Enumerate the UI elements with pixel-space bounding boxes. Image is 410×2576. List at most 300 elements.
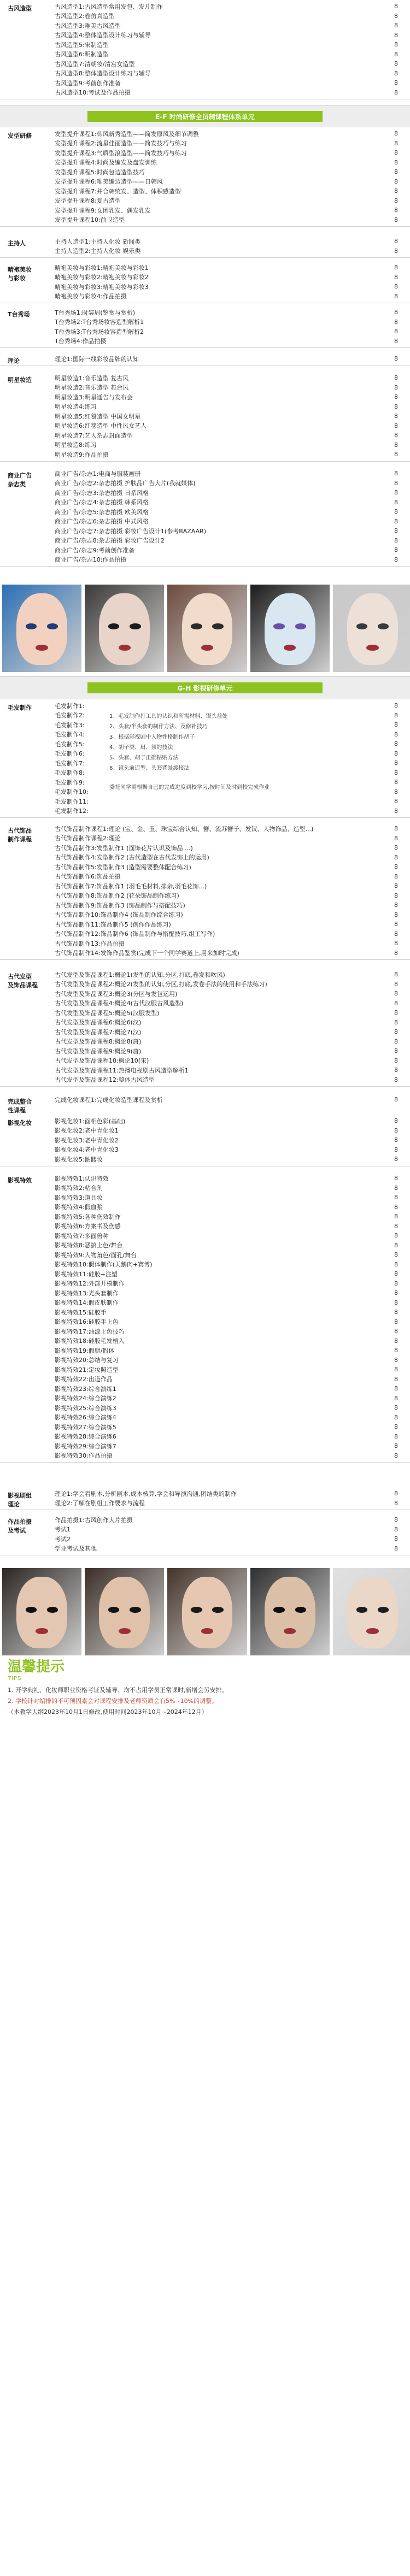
lip-mark [366,1628,378,1634]
course-title: 明星妆造5:红毯造型 中国女明星 [55,412,141,420]
course-title: 影视特效20:总结与复习 [55,1357,119,1364]
course-hours: 8 [394,1535,398,1543]
course-title: 影视化妆1:面相色彩(基础) [55,1117,126,1125]
course-hours: 8 [394,1433,398,1440]
course-hours: 8 [394,807,398,815]
course-row [55,40,410,50]
course-row [55,327,410,337]
makeup-photo [250,1568,330,1655]
course-hours: 8 [394,1184,398,1192]
course-hours: 8 [394,1404,398,1412]
course-title: 理论1:学会看剧本,分析剧本,成本核算,学会和导演沟通,团结类的制作 [55,1490,237,1498]
course-title: 古代发型及饰品课程12:整体古风造型 [55,1076,155,1084]
lip-mark [284,645,296,650]
course-hours: 8 [394,1066,398,1074]
lip-mark [36,645,48,650]
course-row [55,1231,410,1241]
course-row [55,1375,410,1384]
course-hours: 8 [394,31,398,39]
course-row [55,167,410,177]
course-row [55,862,410,872]
course-title: 晴袍美妆与彩妆1:晴袍美妆与彩妆1 [55,264,149,272]
course-row [55,834,410,844]
course-hours: 8 [394,556,398,563]
course-title: T台秀场3:T台秀场妆容造型解析2 [55,328,144,335]
course-row [55,1336,410,1346]
course-row [55,354,410,364]
course-title: 理论1:国际一线彩妆品牌的认知 [55,355,139,363]
maofa-note-extra: 委托同学需根据自己的完成进度到校学习,按时间及时到校完成作业 [109,785,270,791]
course-hours: 8 [394,769,398,776]
eye-makeup [378,623,389,629]
course-row [55,919,410,929]
course-title: T台秀场2:T台秀场妆容造型解析1 [55,319,144,326]
course-title: 古风造型3:唯美古风造型 [55,22,121,30]
course-title: 古代发型及饰品课程3:概论3(分区与发包运用) [55,990,178,998]
course-hours: 8 [394,537,398,544]
course-hours: 8 [394,1096,398,1104]
makeup-photo [2,585,81,672]
course-hours: 8 [394,901,398,909]
eye-makeup [212,1607,223,1612]
course-hours: 8 [394,216,398,223]
course-row [55,1065,410,1075]
course-title: 古代发型及饰品课程10:概论10(宋) [55,1057,149,1065]
eye-makeup [191,1607,202,1612]
maofa-note-line: 1、毛发制作打工具的认识和所需材料、镊头益处 [109,714,228,720]
course-hours: 8 [394,1442,398,1450]
course-row [55,196,410,206]
section-lilun [0,352,410,366]
course-row [55,526,410,536]
section-items [55,1487,410,1510]
course-row [55,1525,410,1535]
face-illustration [182,593,233,665]
course-title: 古代饰品制作8:饰品制作2 (花朵饰品制作练习) [55,892,179,900]
course-row [55,1279,410,1289]
makeup-photo [85,1568,164,1655]
course-row [55,308,410,317]
course-title: 商业广告/杂志3:杂志拍摄 日系风格 [55,489,149,497]
course-title: 商业广告/杂志7:杂志拍摄 彩妆广告设计1(参考BAZAAR) [55,527,207,535]
course-title: 商业广告/杂志8:杂志拍摄 彩妆广告设计2 [55,537,165,545]
course-hours: 8 [394,273,398,281]
course-hours: 8 [394,489,398,497]
course-row [55,1046,410,1056]
course-title: 商业广告/杂志6:杂志拍摄 中式风格 [55,518,149,526]
eye-makeup [47,1607,58,1612]
course-hours: 8 [394,750,398,757]
section-items [55,306,410,347]
course-row [55,1544,410,1554]
course-title: 古风造型2:卷仿真造型 [55,13,115,20]
course-title: 古代发型及饰品课程9:概论9(唐) [55,1047,142,1055]
course-title: 毛发制作6: [55,750,85,758]
course-row [55,59,410,69]
course-hours: 8 [394,721,398,729]
course-title: 古代发型及饰品课程6:概论6(汉) [55,1019,142,1027]
course-title: 商业广告/杂志2:杂志拍摄 护肤品广告大片(我就媒体) [55,480,196,487]
course-hours: 8 [394,711,398,719]
course-row [55,450,410,459]
course-row [55,948,410,958]
course-title: 古风造型10:考试及作品拍摄 [55,89,131,97]
course-hours: 8 [394,517,398,525]
course-title: 影视特效11:硅胶+注塑 [55,1270,118,1278]
course-hours: 8 [394,730,398,738]
course-row [55,282,410,292]
section-category: 影视化妆 [8,1119,32,1127]
course-hours: 8 [394,207,398,214]
course-row [55,536,410,546]
course-hours: 8 [394,498,398,506]
course-row [55,440,410,450]
course-hours: 8 [394,1232,398,1240]
course-title: 影视特效23:综合演练1 [55,1385,116,1393]
section-banner-ef [0,105,410,128]
course-hours: 8 [394,1299,398,1306]
course-row [55,1317,410,1327]
course-hours: 8 [394,238,398,245]
course-hours: 8 [394,1175,398,1182]
course-title: 影视特效27:综合演练5 [55,1423,116,1431]
tips-panel [0,1655,410,1718]
course-row [55,929,410,939]
course-title: 古代饰品制作10:饰品制作4 (饰品制作综合练习) [55,911,183,919]
course-row [55,1154,410,1164]
course-row [55,1116,410,1126]
course-row [55,1135,410,1145]
course-row [55,337,410,346]
course-title: 古代发型及饰品课程7:概论7(汉) [55,1028,142,1036]
section-category: 古代发型 及饰品课程 [8,973,38,989]
course-title: 古代饰品制作4:发型制作2 (古代造型在古代发饰上的运用) [55,854,209,862]
course-hours: 8 [394,393,398,401]
course-row [55,999,410,1009]
course-row [55,806,410,816]
maofa-note-line: 2、头套/半头套的制作方法、及修补技巧 [109,724,208,730]
course-title: 影视特效4:假血浆 [55,1204,103,1211]
course-title: 古代发型及饰品课程11:热播电视剧古风造型解析1 [55,1066,189,1074]
course-hours: 8 [394,892,398,899]
course-title: 古代饰品制作课程1:理论 (宝、金、玉、珠宝综合认知、簪、流苏簪子、发钗、人物饰品、造型...) [55,825,314,833]
course-title: 古代发型及饰品课程5:概论5(汉服发型) [55,1009,160,1017]
section-category: 主持人 [8,240,26,247]
face-illustration [347,1577,398,1648]
section-maofa [0,699,410,818]
course-row [55,1327,410,1336]
course-title: 发型提升课程8:复古造型 [55,197,121,205]
course-hours: 8 [394,1394,398,1402]
course-title: 影视特效19:假腿/假体 [55,1347,115,1354]
section-items [55,968,410,1086]
course-title: 明星妆造2:音乐造型 舞台风 [55,384,129,392]
course-title: 商业广告/杂志9:考前创作准备 [55,546,135,554]
course-hours: 8 [394,422,398,429]
eye-makeup [356,623,367,629]
course-row [55,1008,410,1018]
course-title: 影视特效15:硅胶手 [55,1308,107,1316]
course-title: 古风造型1:古风造型常用发包、发片制作 [55,3,163,10]
course-hours: 8 [394,3,398,10]
course-title: 影视特效10:假体制作(天鹅肉+赛博) [55,1261,153,1269]
course-title: 影视特效29:综合演练7 [55,1442,116,1450]
course-title: 毛发制作3: [55,721,85,729]
course-title: 商业广告/杂志1:电商与服装画册 [55,470,141,478]
course-hours: 8 [394,168,398,176]
course-row [55,1212,410,1222]
course-hours: 8 [394,264,398,272]
eye-makeup [108,623,119,629]
course-hours: 8 [394,384,398,391]
course-row [55,980,410,989]
course-title: 理论2:了解在剧组工作要求与流程 [55,1500,145,1507]
course-row [55,431,410,440]
course-title: 古代饰品制作11:饰品制作5 (创作作品练习) [55,921,171,928]
course-hours: 8 [394,825,398,833]
eye-makeup [26,1607,37,1612]
course-title: 古代发型及饰品课程2:概论2(发型的认知,分区,打底,发卷手法的使用和手法练习) [55,981,267,988]
course-hours: 8 [394,1251,398,1259]
course-hours: 8 [394,1076,398,1083]
course-hours: 8 [394,328,398,335]
course-row [55,701,410,711]
course-row [55,1394,410,1404]
course-row [55,479,410,488]
course-row [55,1056,410,1066]
maofa-notes [109,711,339,792]
course-hours: 8 [394,999,398,1007]
face-illustration [265,593,315,665]
course-title: 毛发制作8: [55,769,85,777]
course-title: 古代饰品制作14:发饰作品鉴赏(完成下一个同学赛道上,用来加时完成) [55,950,239,957]
course-hours: 8 [394,921,398,928]
course-hours: 8 [394,702,398,710]
course-title: 发型提升课程4:时尚及编发及盘发训练 [55,159,157,167]
course-row [55,1222,410,1231]
course-row [55,139,410,149]
course-hours: 8 [394,1318,398,1325]
makeup-photo [250,585,330,672]
face-illustration [16,593,67,665]
course-title: 影视化妆3:老中青化妆2 [55,1136,119,1144]
course-hours: 8 [394,178,398,185]
course-title: 毛发制作7: [55,759,85,767]
course-title: 主持人造型1:主持人化妆 新闻类 [55,238,141,245]
section-category: 晴袍美妆 与彩妆 [8,266,32,282]
course-title: 发型提升课程9:女团乳发、偶发乳发 [55,207,151,214]
course-row [55,1355,410,1365]
course-row [55,205,410,215]
course-row [55,78,410,88]
course-row [55,50,410,60]
section-category: 影视剧组 理论 [8,1492,32,1508]
course-hours: 8 [394,1452,398,1459]
course-row [55,392,410,402]
makeup-photo-strip [0,585,410,672]
course-row [55,2,410,11]
makeup-photo [167,1568,247,1655]
course-title: 晴袍美妆与彩妆3:晴袍美妆与彩妆3 [55,283,149,291]
course-title: 古代饰品制作5:发型制作3 (造型需要整体配合练习) [55,863,191,871]
course-row [55,1037,410,1047]
makeup-photo [333,1568,410,1655]
course-row [55,488,410,498]
course-title: 影视特效22:出道作品 [55,1376,113,1383]
course-row [55,1183,410,1193]
course-hours: 8 [394,911,398,918]
section-items [55,1093,410,1115]
course-title: 明星妆造4:练习 [55,403,97,411]
course-hours: 8 [394,1366,398,1374]
section-yingshi [0,1115,410,1166]
course-title: 古代发型及饰品课程8:概论8(唐) [55,1038,142,1046]
course-title: 发型提升课程5:时尚包边造型技巧 [55,168,145,176]
tips-line: 1. 开学典礼、化妆师职业资格考证及辅导、均不占用学员正常课时,新增会另安排。 [8,1687,228,1694]
course-title: 发型提升课程1:韩风新秀造型——简发原风及细节调整 [55,130,199,138]
course-title: 明星妆造7:艺人杂志封面造型 [55,432,133,439]
course-hours: 8 [394,1018,398,1026]
course-hours: 8 [394,546,398,554]
course-row [55,1288,410,1298]
course-row [55,11,410,21]
lip-mark [119,645,131,650]
face-illustration [16,1577,67,1648]
section-category: 商业广告 杂志类 [8,472,32,488]
course-hours: 8 [394,1356,398,1364]
course-hours: 8 [394,508,398,516]
course-title: 影视特效9:人物角色/面孔/舞台 [55,1251,137,1259]
course-title: 明星妆造9:作品拍摄 [55,451,109,458]
course-row [55,69,410,79]
course-row [55,411,410,421]
course-hours: 8 [394,412,398,420]
lip-mark [201,1628,213,1634]
course-row [55,1193,410,1202]
course-row [55,1534,410,1544]
course-row [55,881,410,891]
course-title: 考试2 [55,1535,71,1543]
course-hours: 8 [394,479,398,487]
course-hours: 8 [394,1375,398,1383]
course-hours: 8 [394,355,398,363]
course-hours: 8 [394,318,398,326]
course-row [55,215,410,225]
course-hours: 8 [394,1194,398,1201]
course-row [55,1145,410,1155]
course-hours: 8 [394,759,398,767]
course-title: 影视特效24:综合演练2 [55,1395,116,1402]
section-items [55,235,410,257]
course-hours: 8 [394,1028,398,1036]
makeup-photo-strip [0,1568,410,1655]
course-hours: 8 [394,527,398,535]
course-hours: 8 [394,873,398,880]
course-title: 影视特效18:硅胶毛发植入 [55,1337,125,1345]
course-row [55,158,410,168]
course-title: 毛发制作11: [55,798,89,805]
course-title: 影视特效8:恶搞上色/舞台 [55,1242,123,1249]
course-hours: 8 [394,1241,398,1249]
course-hours: 8 [394,853,398,861]
course-title: 古风造型4:整体造型设计练习与辅导 [55,32,151,39]
course-hours: 8 [394,1213,398,1221]
course-title: 古代发型及饰品课程4:概论4(古代汉服古风造型) [55,1000,184,1007]
course-title: 发型提升课程2:流星佳丽造型——简发技巧与练习 [55,140,187,148]
course-title: 毛发制作2: [55,712,85,720]
course-hours: 8 [394,1289,398,1297]
course-hours: 8 [394,940,398,947]
course-row [55,88,410,98]
course-title: 完成化妆课程1:完成化妆造型课程及赏析 [55,1096,163,1104]
course-row [55,517,410,527]
course-title: 学业考试及其他 [55,1545,97,1553]
course-title: 古代饰品制作6:饰品拍摄 [55,873,121,881]
course-title: 商业广告/杂志5:杂志拍摄 欧美风格 [55,508,149,516]
course-row [55,1499,410,1508]
course-row [55,21,410,31]
course-title: 影视特效5:各种伤效制作 [55,1213,121,1221]
eye-makeup [47,623,58,629]
course-row [55,273,410,282]
course-title: 影视特效30:作品拍摄 [55,1452,113,1460]
course-title: 明星妆造6:红毯造型 中性风女艺人 [55,422,147,430]
face-illustration [182,1577,233,1648]
course-title: 晴袍美妆与彩妆4:作品拍摄 [55,293,127,300]
section-guzhuang [0,0,410,99]
course-row [55,939,410,948]
course-hours: 8 [394,1260,398,1268]
section-items [55,372,410,461]
course-hours: 8 [394,1328,398,1335]
course-row [55,900,410,910]
section-category: 发型研修 [8,132,32,139]
course-row [55,177,410,187]
course-row [55,507,410,517]
course-row [55,891,410,901]
course-row [55,498,410,508]
section-category: 影视特效 [8,1177,32,1184]
section-zuopin [0,1513,410,1555]
course-row [55,1441,410,1451]
eye-makeup [378,1607,389,1612]
course-hours: 8 [394,149,398,157]
section-items [55,352,410,366]
course-row [55,1027,410,1037]
course-hours: 8 [394,283,398,291]
course-row [55,402,410,412]
course-title: 古代饰品制作课程2:理论 [55,835,121,842]
course-row [55,1126,410,1136]
tips-title: 温馨提示 [8,1659,65,1675]
course-hours: 8 [394,1308,398,1316]
course-title: 影视特效16:硅胶手上色 [55,1318,119,1326]
course-hours: 8 [394,1117,398,1125]
course-title: 商业广告/杂志10:作品拍摄 [55,556,127,564]
course-hours: 8 [394,779,398,786]
face-illustration [99,1577,150,1648]
section-category: 毛发制作 [8,704,32,711]
course-title: 明星妆造1:音乐造型 复古风 [55,374,129,382]
section-qingpao [0,261,410,303]
section-zhuchiren [0,235,410,258]
course-hours: 8 [394,1347,398,1354]
section-items [55,127,410,226]
course-row [55,970,410,980]
course-row [55,246,410,256]
course-hours: 8 [394,1136,398,1144]
course-title: 毛发制作4: [55,731,85,739]
